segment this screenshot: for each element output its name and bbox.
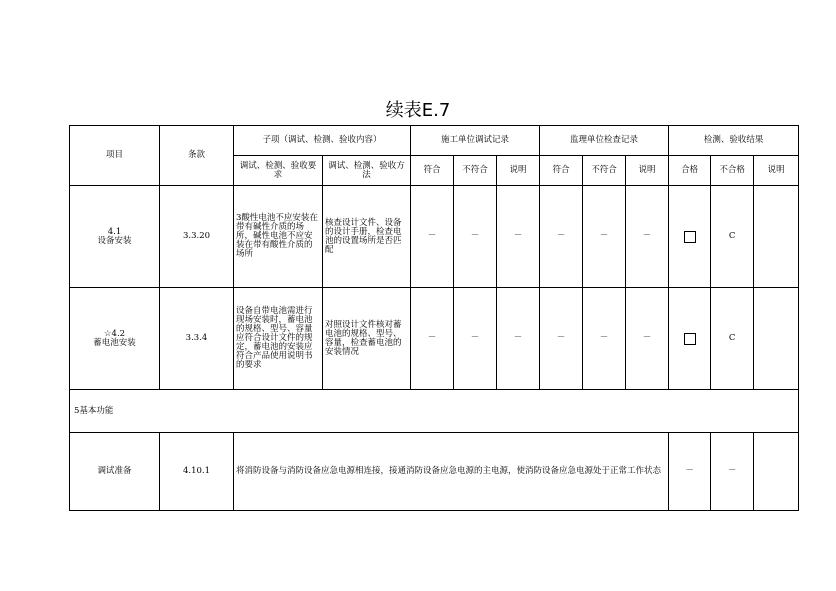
row-s-conform: －	[540, 288, 583, 390]
header-item: 项目	[70, 126, 160, 186]
row-r-note	[754, 186, 799, 288]
header-result: 检测、验收结果	[669, 126, 799, 156]
row-fail: C	[711, 186, 754, 288]
header-subitem-requirement: 调试、检测、验收要求	[234, 156, 323, 186]
header-r-note: 说明	[754, 156, 799, 186]
pass-checkbox[interactable]	[684, 231, 696, 243]
header-c-conform: 符合	[411, 156, 454, 186]
row-c-nonconform: －	[454, 288, 497, 390]
header-pass: 合格	[669, 156, 711, 186]
row-method: 核查设计文件、设备的设计手册，检查电池的设置场所是否匹配	[323, 186, 411, 288]
header-supervision: 监理单位检查记录	[540, 126, 669, 156]
row-item: ☆4.2 蓄电池安装	[70, 288, 160, 390]
row-requirement: 3酸性电池不应安装在带有碱性介质的场所，碱性电池不应安装在带有酸性介质的场所	[234, 186, 323, 288]
row-r-note	[754, 433, 799, 511]
row-s-nonconform: －	[583, 288, 626, 390]
row-fail: C	[711, 288, 754, 390]
row-fail: －	[711, 433, 754, 511]
row-clause: 3.3.20	[160, 186, 234, 288]
row-requirement: 设备自带电池需进行现场安装时，蓄电池的规格、型号、容量应符合设计文件的规定，蓄电池的安装应符合产品使用说明书的要求	[234, 288, 323, 390]
row-pass	[669, 288, 711, 390]
row-item: 调试准备	[70, 433, 160, 511]
row-method: 对照设计文件核对蓄电池的规格、型号、容量，检查蓄电池的安装情况	[323, 288, 411, 390]
row-clause: 4.10.1	[160, 433, 234, 511]
row-item: 4.1 设备安装	[70, 186, 160, 288]
header-c-note: 说明	[497, 156, 540, 186]
row-s-nonconform: －	[583, 186, 626, 288]
header-subitem-method: 调试、检测、验收方法	[323, 156, 411, 186]
header-subitem: 子项（调试、检测、验收内容）	[234, 126, 411, 156]
row-s-conform: －	[540, 186, 583, 288]
pass-checkbox[interactable]	[684, 333, 696, 345]
row-clause: 3.3.4	[160, 288, 234, 390]
row-pass: －	[669, 433, 711, 511]
row-c-note: －	[497, 186, 540, 288]
header-construction: 施工单位调试记录	[411, 126, 540, 156]
row-pass	[669, 186, 711, 288]
header-s-note: 说明	[626, 156, 669, 186]
inspection-table	[69, 125, 799, 511]
header-c-nonconform: 不符合	[454, 156, 497, 186]
header-s-conform: 符合	[540, 156, 583, 186]
row-c-conform: －	[411, 288, 454, 390]
header-s-nonconform: 不符合	[583, 156, 626, 186]
row-content: 将消防设备与消防设备应急电源相连接，接通消防设备应急电源的主电源，使消防设备应急电源处于正常工作状态	[234, 433, 669, 511]
row-s-note: －	[626, 186, 669, 288]
row-s-note: －	[626, 288, 669, 390]
row-c-note: －	[497, 288, 540, 390]
page-title: 续表E.7	[385, 100, 451, 121]
section-row	[70, 390, 799, 433]
header-clause: 条款	[160, 126, 234, 186]
row-c-conform: －	[411, 186, 454, 288]
table-row	[70, 433, 799, 511]
row-r-note	[754, 288, 799, 390]
header-fail: 不合格	[711, 156, 754, 186]
row-c-nonconform: －	[454, 186, 497, 288]
table-row	[70, 186, 799, 288]
section-title: 5基本功能	[70, 390, 799, 433]
table-row	[70, 288, 799, 390]
